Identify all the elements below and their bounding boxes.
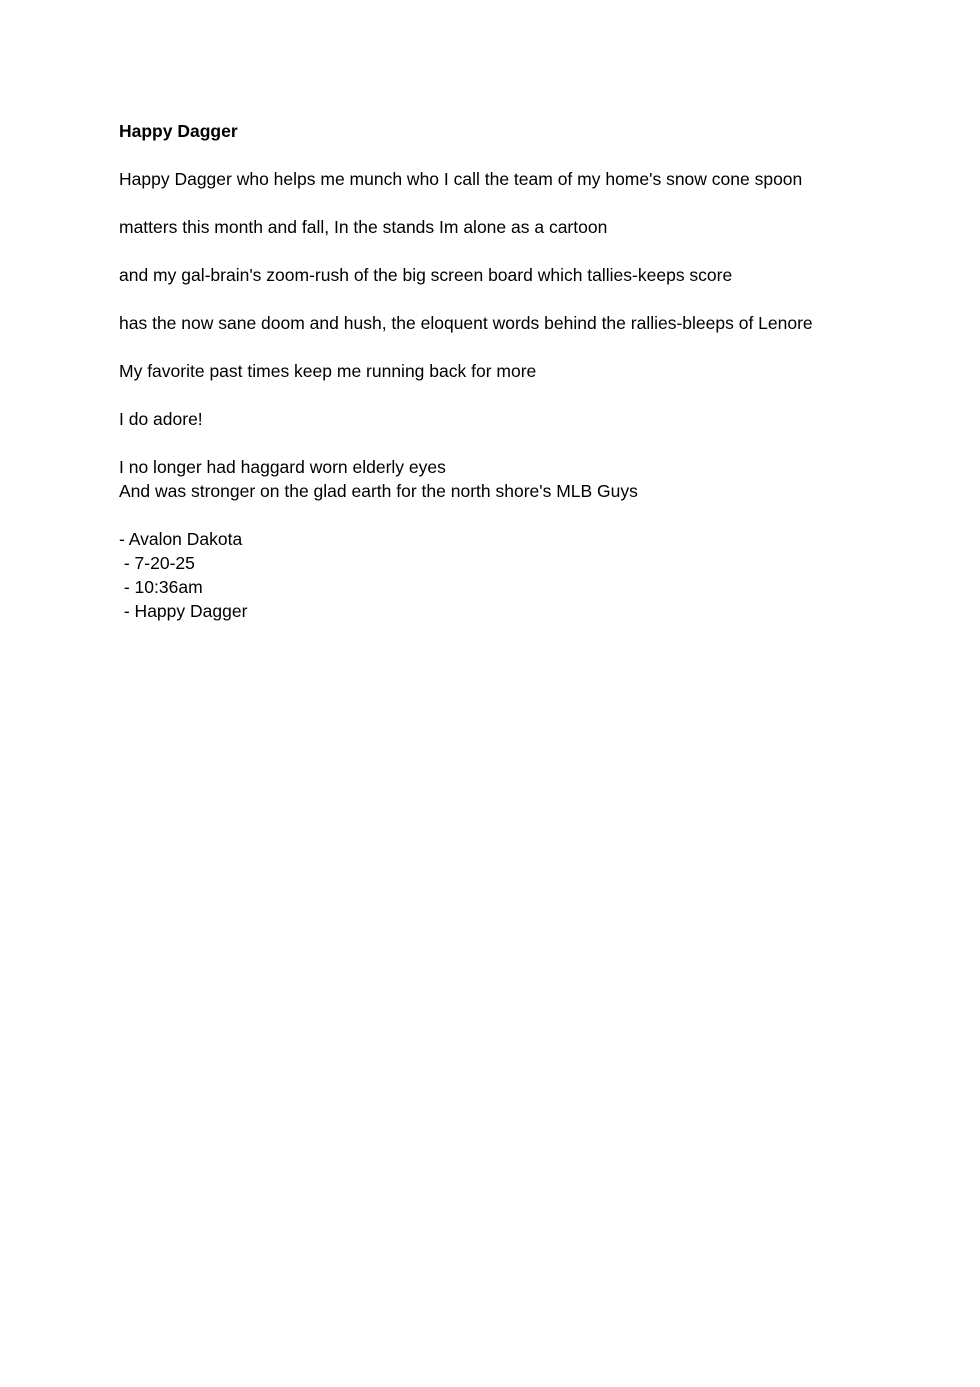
poem-line: Happy Dagger who helps me munch who I call the team of my home's snow cone spoon xyxy=(119,169,803,189)
poem-title: Happy Dagger xyxy=(119,121,238,141)
signature-author: - Avalon Dakota xyxy=(119,529,243,549)
signature-block xyxy=(119,527,879,623)
poem-line: My favorite past times keep me running back for more xyxy=(119,361,537,381)
poem-line: I do adore! xyxy=(119,409,203,429)
poem-line: and my gal-brain's zoom-rush of the big screen board which tallies-keeps score xyxy=(119,265,733,285)
couplet-line: I no longer had haggard worn elderly eyes xyxy=(119,457,446,477)
poem-line: matters this month and fall, In the stands Im alone as a cartoon xyxy=(119,217,608,237)
document-body xyxy=(119,119,879,647)
signature-title: - Happy Dagger xyxy=(119,601,248,621)
poem-couplet xyxy=(119,455,879,503)
poem-line: has the now sane doom and hush, the eloquent words behind the rallies-bleeps of Lenore xyxy=(119,313,813,333)
signature-date: - 7-20-25 xyxy=(119,553,195,573)
couplet-line: And was stronger on the glad earth for the north shore's MLB Guys xyxy=(119,481,638,501)
signature-time: - 10:36am xyxy=(119,577,203,597)
